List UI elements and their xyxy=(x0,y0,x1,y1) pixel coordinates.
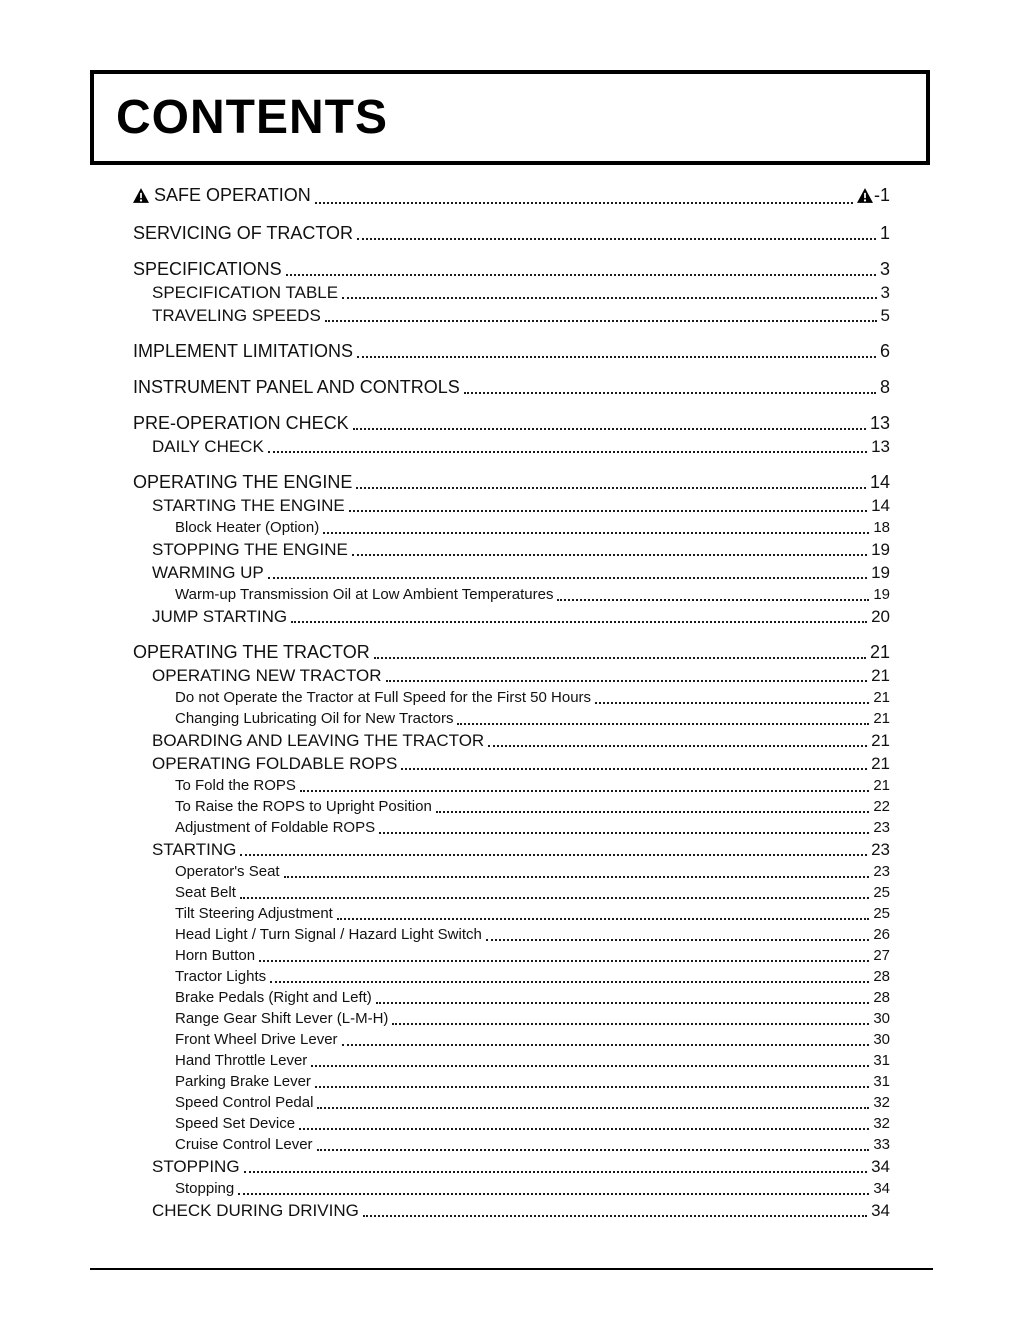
toc-entry-label: Operator's Seat xyxy=(175,863,280,880)
toc-leader-dots xyxy=(353,428,866,430)
toc-entry-label: SERVICING OF TRACTOR xyxy=(133,223,354,243)
toc-entry-page: 34 xyxy=(873,1180,890,1197)
toc-leader-dots xyxy=(363,1215,867,1217)
toc-entry-label: IMPLEMENT LIMITATIONS xyxy=(133,341,354,361)
toc-entry xyxy=(133,838,890,861)
toc-entry-label: OPERATING THE TRACTOR xyxy=(133,642,370,662)
toc-entry-label: Tractor Lights xyxy=(175,968,267,985)
toc-entry-page: 3 xyxy=(879,259,890,279)
toc-leader-dots xyxy=(401,768,867,770)
toc-entry-page: 3 xyxy=(880,283,890,302)
toc-entry-label: SPECIFICATIONS xyxy=(133,259,282,279)
toc-leader-dots xyxy=(268,577,867,579)
toc-list xyxy=(133,183,890,1222)
toc-entry xyxy=(133,1155,890,1178)
toc-entry xyxy=(133,987,890,1008)
toc-entry-label: JUMP STARTING xyxy=(152,607,288,626)
toc-entry-page: 32 xyxy=(873,1094,890,1111)
toc-entry-page: 23 xyxy=(871,840,890,859)
toc-leader-dots xyxy=(436,811,870,813)
toc-entry-page: 34 xyxy=(871,1157,890,1176)
toc-entry xyxy=(133,861,890,882)
toc-entry-label: BOARDING AND LEAVING THE TRACTOR xyxy=(152,731,485,750)
toc-entry-label: Adjustment of Foldable ROPS xyxy=(175,819,376,836)
toc-entry-page: 19 xyxy=(873,586,890,603)
toc-leader-dots xyxy=(376,1002,870,1004)
toc-entry xyxy=(133,538,890,561)
toc-entry-label: Hand Throttle Lever xyxy=(175,1052,308,1069)
toc-entry-page: 19 xyxy=(871,540,890,559)
toc-entry xyxy=(133,729,890,752)
toc-entry-page: 21 xyxy=(873,689,890,706)
toc-entry-page: 21 xyxy=(871,731,890,750)
toc-entry xyxy=(133,561,890,584)
toc-entry-page: 14 xyxy=(869,472,890,492)
toc-entry xyxy=(133,470,890,494)
toc-entry xyxy=(133,640,890,664)
toc-leader-dots xyxy=(386,680,868,682)
toc-leader-dots xyxy=(299,1128,869,1130)
toc-entry-page: 25 xyxy=(873,905,890,922)
toc-leader-dots xyxy=(488,745,867,747)
toc-entry-page: 5 xyxy=(880,306,890,325)
toc-entry-page: 8 xyxy=(879,377,890,397)
toc-entry xyxy=(133,817,890,838)
toc-entry xyxy=(133,708,890,729)
toc-entry xyxy=(133,966,890,987)
toc-leader-dots xyxy=(323,532,869,534)
toc-entry-page: 21 xyxy=(873,777,890,794)
toc-leader-dots xyxy=(595,702,869,704)
toc-leader-dots xyxy=(325,320,877,322)
toc-leader-dots xyxy=(240,854,867,856)
toc-leader-dots xyxy=(349,510,867,512)
toc-entry-label: STOPPING THE ENGINE xyxy=(152,540,348,559)
toc-entry xyxy=(133,517,890,538)
toc-entry-label: Horn Button xyxy=(175,947,256,964)
toc-leader-dots xyxy=(379,832,869,834)
toc-leader-dots xyxy=(240,897,869,899)
toc-leader-dots xyxy=(291,621,867,623)
toc-leader-dots xyxy=(284,876,870,878)
toc-entry-label: STOPPING xyxy=(152,1157,240,1176)
toc-entry xyxy=(133,1029,890,1050)
toc-leader-dots xyxy=(317,1107,869,1109)
toc-entry-label: Speed Control Pedal xyxy=(175,1094,314,1111)
toc-entry xyxy=(133,1071,890,1092)
toc-entry xyxy=(133,1008,890,1029)
toc-entry xyxy=(133,687,890,708)
toc-leader-dots xyxy=(342,1044,870,1046)
page-title: CONTENTS xyxy=(116,91,388,144)
toc-entry xyxy=(133,257,890,281)
toc-entry xyxy=(133,1113,890,1134)
toc-entry xyxy=(133,435,890,458)
toc-entry xyxy=(133,903,890,924)
toc-entry-label: STARTING xyxy=(152,840,237,859)
toc-entry-page: 13 xyxy=(871,437,890,456)
toc-entry-label: Range Gear Shift Lever (L-M-H) xyxy=(175,1010,389,1027)
toc-entry-label: Head Light / Turn Signal / Hazard Light Switch xyxy=(175,926,482,943)
warning-icon xyxy=(857,185,873,209)
toc-leader-dots xyxy=(259,960,869,962)
toc-entry-label: OPERATING NEW TRACTOR xyxy=(152,666,382,685)
warning-icon xyxy=(133,185,149,209)
toc-entry xyxy=(133,281,890,304)
toc-entry-page: 21 xyxy=(871,754,890,773)
toc-entry-label: CHECK DURING DRIVING xyxy=(152,1201,359,1220)
toc-leader-dots xyxy=(286,274,876,276)
toc-leader-dots xyxy=(238,1193,869,1195)
toc-entry-page: 19 xyxy=(871,563,890,582)
toc-entry-page: 31 xyxy=(873,1052,890,1069)
toc-entry-page: 30 xyxy=(873,1010,890,1027)
toc-entry xyxy=(133,664,890,687)
toc-entry-page: 22 xyxy=(873,798,890,815)
toc-entry xyxy=(133,1134,890,1155)
toc-entry-page: 31 xyxy=(873,1073,890,1090)
toc-leader-dots xyxy=(357,238,876,240)
toc-entry xyxy=(133,1050,890,1071)
toc-entry xyxy=(133,1199,890,1222)
footer-divider xyxy=(90,1268,933,1270)
toc-entry-page: 20 xyxy=(871,607,890,626)
toc-entry-label: INSTRUMENT PANEL AND CONTROLS xyxy=(133,377,460,397)
toc-entry-label: To Fold the ROPS xyxy=(175,777,296,794)
toc-entry xyxy=(133,752,890,775)
toc-entry xyxy=(133,494,890,517)
toc-entry xyxy=(133,375,890,399)
toc-entry xyxy=(133,339,890,363)
toc-entry-page: 25 xyxy=(873,884,890,901)
toc-entry xyxy=(133,221,890,245)
toc-entry-label: Block Heater (Option) xyxy=(175,519,320,536)
toc-entry xyxy=(133,924,890,945)
toc-entry-page: 27 xyxy=(873,947,890,964)
toc-leader-dots xyxy=(464,392,876,394)
toc-leader-dots xyxy=(270,981,869,983)
toc-leader-dots xyxy=(356,487,866,489)
toc-entry-label: Do not Operate the Tractor at Full Speed for the First 50 Hours xyxy=(175,689,592,706)
toc-leader-dots xyxy=(311,1065,869,1067)
toc-entry-label: SAFE OPERATION xyxy=(133,183,311,209)
toc-leader-dots xyxy=(300,790,869,792)
toc-leader-dots xyxy=(352,554,867,556)
toc-entry-page: 30 xyxy=(873,1031,890,1048)
toc-entry-label: Cruise Control Lever xyxy=(175,1136,313,1153)
toc-entry-page: 28 xyxy=(873,989,890,1006)
toc-entry-page: 18 xyxy=(873,519,890,536)
toc-entry xyxy=(133,183,890,209)
toc-entry-page: 14 xyxy=(871,496,890,515)
toc-entry-label: OPERATING FOLDABLE ROPS xyxy=(152,754,398,773)
toc-entry-page: 32 xyxy=(873,1115,890,1132)
toc-leader-dots xyxy=(337,918,869,920)
toc-entry-page: 21 xyxy=(871,666,890,685)
toc-entry-page: 21 xyxy=(869,642,890,662)
toc-entry-label: OPERATING THE ENGINE xyxy=(133,472,353,492)
toc-entry-label: TRAVELING SPEEDS xyxy=(152,306,321,325)
toc-leader-dots xyxy=(244,1171,868,1173)
toc-entry-page: 28 xyxy=(873,968,890,985)
toc-entry-label: Warm-up Transmission Oil at Low Ambient Temperatures xyxy=(175,586,554,603)
toc-leader-dots xyxy=(268,451,867,453)
toc-entry xyxy=(133,304,890,327)
toc-entry-label: Brake Pedals (Right and Left) xyxy=(175,989,372,1006)
toc-entry-label: WARMING UP xyxy=(152,563,264,582)
toc-entry xyxy=(133,411,890,435)
toc-entry-label: Parking Brake Lever xyxy=(175,1073,311,1090)
toc-leader-dots xyxy=(315,202,853,204)
toc-leader-dots xyxy=(486,939,869,941)
toc-leader-dots xyxy=(357,356,876,358)
toc-entry-page: 23 xyxy=(873,819,890,836)
toc-entry xyxy=(133,882,890,903)
toc-entry-page: 13 xyxy=(869,413,890,433)
toc-entry-label: Speed Set Device xyxy=(175,1115,296,1132)
toc-entry-label: STARTING THE ENGINE xyxy=(152,496,345,515)
toc-entry-label: Changing Lubricating Oil for New Tractors xyxy=(175,710,454,727)
toc-leader-dots xyxy=(557,599,869,601)
toc-entry xyxy=(133,584,890,605)
toc-entry xyxy=(133,775,890,796)
toc-entry-label: To Raise the ROPS to Upright Position xyxy=(175,798,432,815)
toc-entry-page: 21 xyxy=(873,710,890,727)
toc-leader-dots xyxy=(457,723,869,725)
toc-entry xyxy=(133,605,890,628)
toc-leader-dots xyxy=(374,657,866,659)
toc-entry-page: 1 xyxy=(879,223,890,243)
toc-entry-label: SPECIFICATION TABLE xyxy=(152,283,339,302)
toc-entry xyxy=(133,945,890,966)
toc-entry-page: 33 xyxy=(873,1136,890,1153)
toc-entry xyxy=(133,796,890,817)
toc-entry xyxy=(133,1092,890,1113)
toc-entry xyxy=(133,1178,890,1199)
toc-leader-dots xyxy=(392,1023,869,1025)
toc-leader-dots xyxy=(342,297,876,299)
toc-entry-label: DAILY CHECK xyxy=(152,437,264,456)
toc-entry-page: -1 xyxy=(857,183,890,209)
toc-entry-label: Front Wheel Drive Lever xyxy=(175,1031,338,1048)
toc-leader-dots xyxy=(315,1086,869,1088)
toc-entry-label: Seat Belt xyxy=(175,884,236,901)
contents-title-box xyxy=(90,70,930,165)
toc-leader-dots xyxy=(317,1149,870,1151)
toc-entry-page: 6 xyxy=(879,341,890,361)
toc-entry-page: 26 xyxy=(873,926,890,943)
toc-entry-label: Tilt Steering Adjustment xyxy=(175,905,333,922)
toc-entry-label: Stopping xyxy=(175,1180,235,1197)
toc-entry-page: 34 xyxy=(871,1201,890,1220)
toc-entry-page: 23 xyxy=(873,863,890,880)
toc-entry-label: PRE-OPERATION CHECK xyxy=(133,413,349,433)
